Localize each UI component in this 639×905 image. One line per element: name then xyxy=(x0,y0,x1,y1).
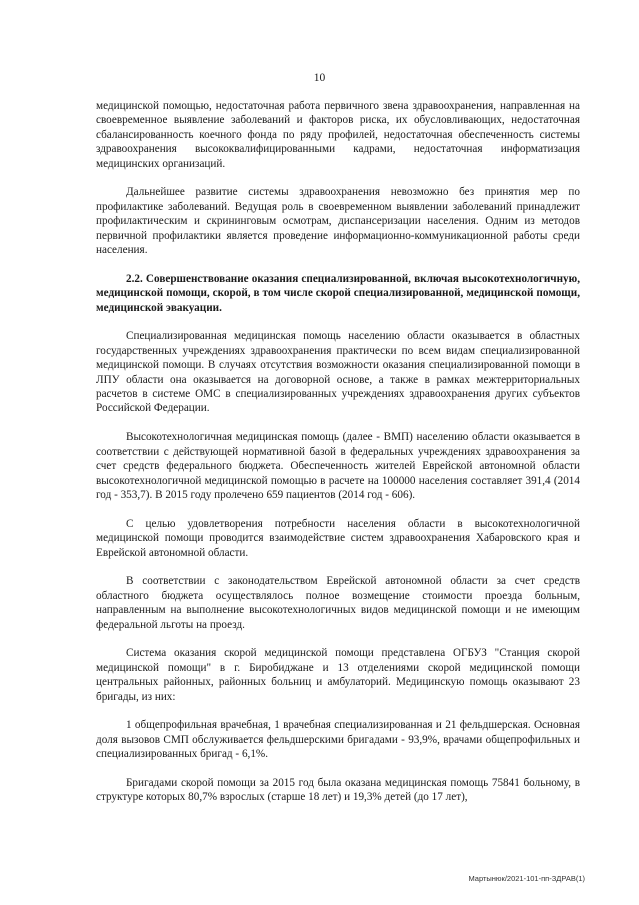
paragraph-5: С целью удовлетворения потребности населения области в высокотехнологичной медицинской помощи проводится взаимодействие систем здравоохранения Хабаровского края и Еврейской автономной области. xyxy=(96,517,580,559)
paragraph-7: Система оказания скорой медицинской помощи представлена ОГБУЗ "Станция скорой медицинской помощи" в г. Биробиджане и 13 отделениями скорой медицинской помощи центральных районных, районных больниц и амбулаторий. Медицинскую помощь оказывают 23 бригады, из них: xyxy=(96,647,580,703)
paragraph-2: Дальнейшее развитие системы здравоохранения невозможно без принятия мер по профилактике заболеваний. Ведущая роль в своевременном выявлении заболеваний принадлежит профилактическим и скрининговым осмотрам, диспансеризации населения. Одним из методов первичной профилактики является проведение информационно-коммуникационной работы среди населения. xyxy=(96,186,580,257)
paragraph-6: В соответствии с законодательством Еврейской автономной области за счет средств областного бюджета осуществлялось полное возмещение стоимости проезда больным, направленным на выполнение высокотехнологичных видов медицинской помощи и не имеющим федеральной льготы на проезд. xyxy=(96,575,580,631)
paragraph-9: Бригадами скорой помощи за 2015 год была оказана медицинская помощь 75841 больному, в структуре которых 80,7% взрослых (старше 18 лет) и 19,3% детей (до 17 лет), xyxy=(96,776,580,804)
paragraph-3: Специализированная медицинская помощь населению области оказывается в областных государственных учреждениях здравоохранения практически по всем видам специализированной медицинской помощи. В случаях отсутствия возможности оказания специализированной помощи в ЛПУ области она оказывается на договорной основе, а также в рамках межтерриториальных расчетов в системе ОМС в специализированных учреждениях здравоохранения других субъектов Российской Федерации. xyxy=(96,330,580,415)
document-body xyxy=(96,99,580,805)
section-heading-2-2: 2.2. Совершенствование оказания специализированной, включая высокотехнологичную, медицинской помощи, скорой, в том числе скорой специализированной, медицинской помощи, медицинской эвакуации. xyxy=(96,272,580,314)
paragraph-8: 1 общепрофильная врачебная, 1 врачебная специализированная и 21 фельдшерская. Основная доля вызовов СМП обслуживается фельдшерскими бригадами - 93,9%, врачами общепрофильных и специализированных бригад - 6,1%. xyxy=(96,719,580,761)
paragraph-1: медицинской помощью, недостаточная работа первичного звена здравоохранения, направленная на своевременное выявление заболеваний и факторов риска, их обусловливающих, недостаточная сбалансированность коечного фонда по ряду профилей, недостаточная обеспеченность системы здравоохранения высококвалифицированными кадрами, недостаточная информатизация медицинских организаций. xyxy=(96,100,580,170)
footer-document-code: Мартынюк/2021-101-пп-ЗДРАВ(1) xyxy=(468,874,585,883)
page-number: 10 xyxy=(313,72,326,84)
paragraph-4: Высокотехнологичная медицинская помощь (далее - ВМП) населению области оказывается в соответствии с действующей нормативной базой в федеральных учреждениях здравоохранения за счет средств федерального бюджета. Обеспеченность жителей Еврейской автономной области высокотехнологичной медицинской помощью в расчете на 100000 населения составляет 391,4 (2014 год - 353,7). В 2015 году пролечено 659 пациентов (2014 год - 606). xyxy=(96,431,580,501)
